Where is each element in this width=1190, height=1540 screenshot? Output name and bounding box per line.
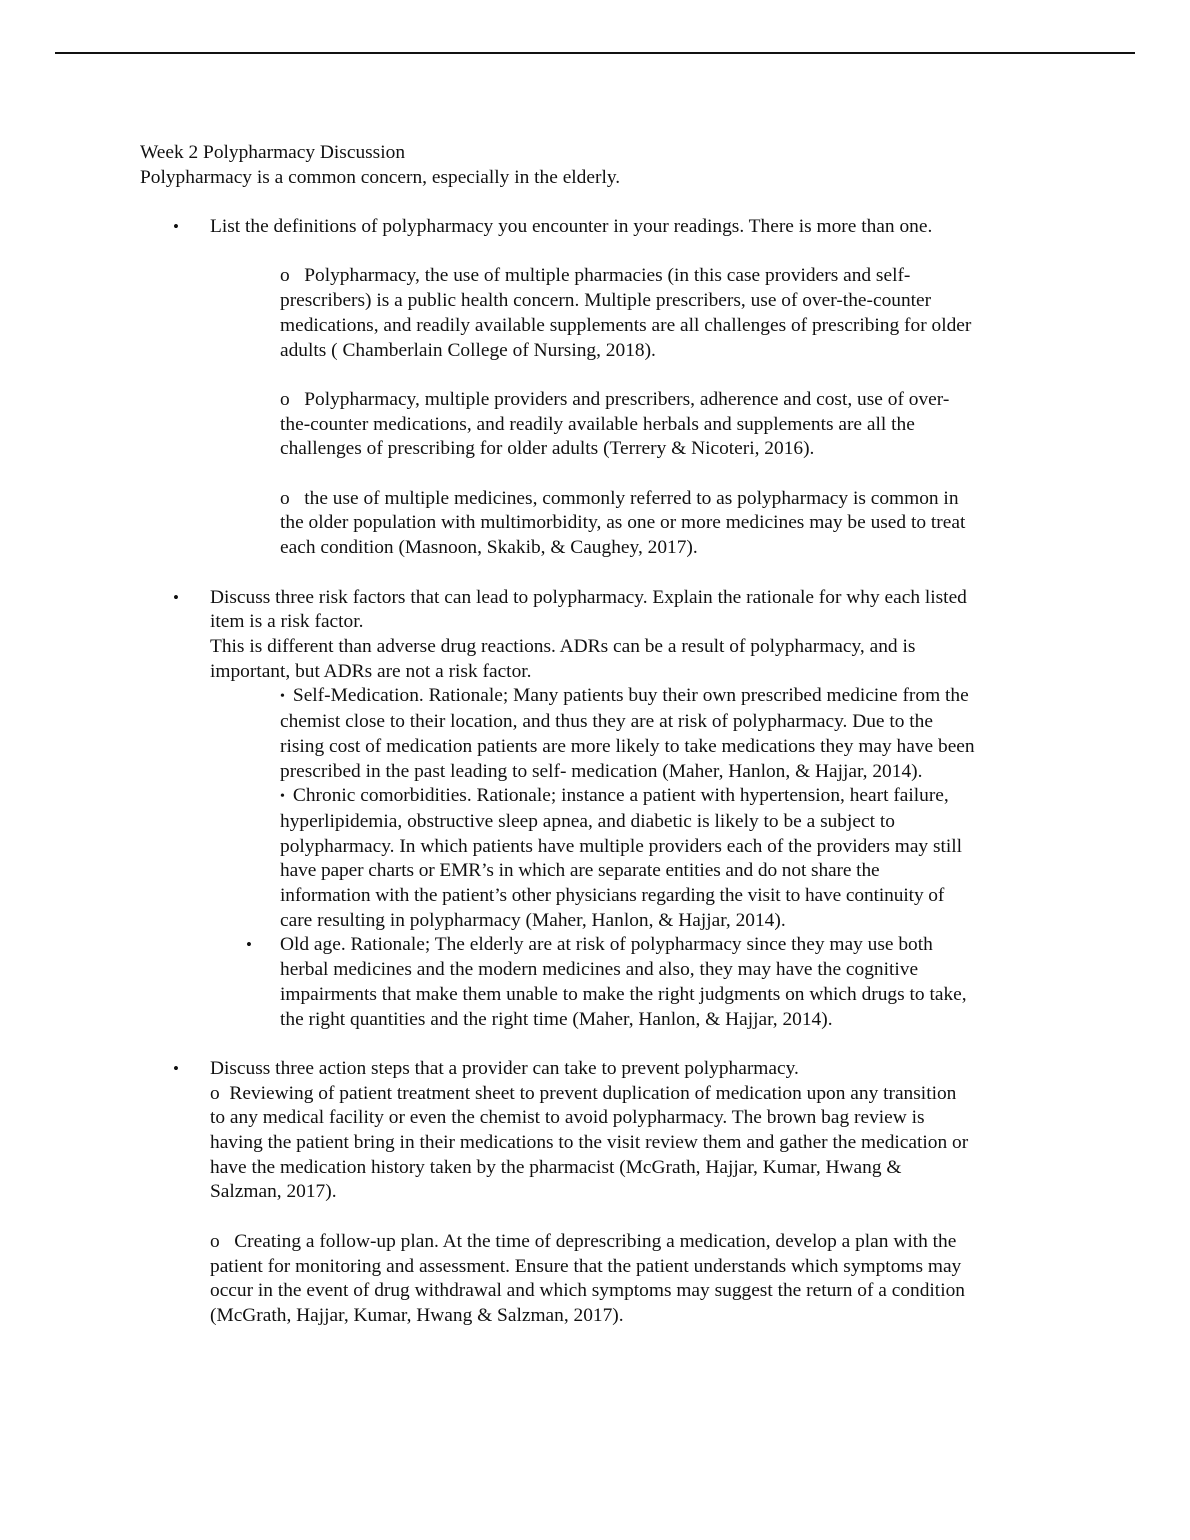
spacer <box>140 561 1060 586</box>
definition-line: challenges of prescribing for older adults (Terrery & Nicoteri, 2016). <box>280 438 815 460</box>
action-step-line: patient for monitoring and assessment. Ensure that the patient understands which symptoms may <box>210 1255 962 1277</box>
risk-factor-line: hyperlipidemia, obstructive sleep apnea, and diabetic is likely to be a subject to <box>280 810 895 832</box>
spacer <box>140 1032 1060 1057</box>
question-text: item is a risk factor. <box>210 611 364 633</box>
spacer <box>140 240 1060 265</box>
action-step-line: (McGrath, Hajjar, Kumar, Hwang & Salzman, 2017). <box>210 1304 624 1326</box>
definition-item <box>210 388 1060 462</box>
intro-text: Polypharmacy is a common concern, especially in the elderly. <box>140 166 621 188</box>
question-note: important, but ADRs are not a risk factor. <box>210 660 532 682</box>
action-step-line: have the medication history taken by the pharmacist (McGrath, Hajjar, Kumar, Hwang & <box>210 1156 902 1178</box>
question-note: This is different than adverse drug reactions. ADRs can be a result of polypharmacy, and is <box>210 635 916 657</box>
risk-factor-line: care resulting in polypharmacy (Maher, Hanlon, & Hajjar, 2014). <box>280 909 786 931</box>
risk-factor-line: information with the patient’s other physicians regarding the visit to have continuity of <box>280 885 945 907</box>
circle-marker: o <box>280 388 290 410</box>
definition-line: Polypharmacy, multiple providers and prescribers, adherence and cost, use of over- <box>304 388 950 410</box>
definition-line: the older population with multimorbidity, as one or more medicines may be used to treat <box>280 512 966 534</box>
risk-factor-line: Old age. Rationale; The elderly are at risk of polypharmacy since they may use both <box>280 934 933 956</box>
circle-marker: o <box>280 265 290 287</box>
risk-factor-line: polypharmacy. In which patients have multiple providers each of the providers may still <box>280 835 963 857</box>
risk-factor-line: prescribed in the past leading to self- medication (Maher, Hanlon, & Hajjar, 2014). <box>280 760 923 782</box>
header-rule <box>55 52 1135 54</box>
definition-line: prescribers) is a public health concern. Multiple prescribers, use of over-the-counter <box>280 290 932 312</box>
action-step-line: Salzman, 2017). <box>210 1181 337 1203</box>
definition-line: medications, and readily available supplements are all challenges of prescribing for older <box>280 314 972 336</box>
question-text: Discuss three action steps that a provider can take to prevent polypharmacy. <box>210 1057 799 1079</box>
bullet-marker: • <box>173 1058 179 1078</box>
risk-factor-line: Self-Medication. Rationale; Many patients buy their own prescribed medicine from the <box>292 685 969 707</box>
document-title: Week 2 Polypharmacy Discussion <box>140 142 406 163</box>
question-text: Discuss three risk factors that can lead to polypharmacy. Explain the rationale for why each listed <box>210 586 967 608</box>
definition-item <box>210 264 1060 363</box>
circle-marker: o <box>210 1082 220 1104</box>
action-step-line: occur in the event of drug withdrawal and which symptoms may suggest the return of a condition <box>210 1280 965 1302</box>
definition-line: each condition (Masnoon, Skakib, & Caughey, 2017). <box>280 537 698 559</box>
risk-factor-line: the right quantities and the right time (Maher, Hanlon, & Hajjar, 2014). <box>280 1008 833 1030</box>
question-risk-factors <box>140 586 1060 1033</box>
risk-factor-line: impairments that make them unable to make the right judgments on which drugs to take, <box>280 983 967 1005</box>
spacer <box>210 363 1060 388</box>
definition-line: the use of multiple medicines, commonly referred to as polypharmacy is common in <box>304 487 959 509</box>
action-step-line: having the patient bring in their medications to the visit review them and gather the medication or <box>210 1132 969 1154</box>
bullet-marker: • <box>246 935 252 955</box>
action-step-line: to any medical facility or even the chemist to avoid polypharmacy. The brown bag review is <box>210 1107 925 1129</box>
risk-factor-line: rising cost of medication patients are more likely to take medications they may have been <box>280 735 975 757</box>
bullet-marker: • <box>173 587 179 607</box>
risk-factor-line: chemist close to their location, and thus they are at risk of polypharmacy. Due to the <box>280 711 933 733</box>
circle-marker: o <box>210 1230 220 1252</box>
risk-factor-line: have paper charts or EMR’s in which are separate entities and do not share the <box>280 860 880 882</box>
risk-factor-item <box>210 684 1060 933</box>
definition-line: Polypharmacy, the use of multiple pharmacies (in this case providers and self- <box>304 265 911 287</box>
small-bullet-marker: • <box>280 689 285 705</box>
document-body <box>140 141 1060 1329</box>
definition-item <box>210 487 1060 561</box>
action-step-line: Creating a follow-up plan. At the time of deprescribing a medication, develop a plan with the <box>234 1230 957 1252</box>
risk-factor-item <box>210 933 1060 1032</box>
risk-factor-line: Chronic comorbidities. Rationale; instance a patient with hypertension, heart failure, <box>292 785 949 807</box>
risk-factor-line: herbal medicines and the modern medicines and also, they may have the cognitive <box>280 959 919 981</box>
definition-line: adults ( Chamberlain College of Nursing, 2018). <box>280 339 656 361</box>
definition-line: the-counter medications, and readily available herbals and supplements are all the <box>280 413 915 435</box>
question-text: List the definitions of polypharmacy you encounter in your readings. There is more than one. <box>210 216 933 238</box>
question-definitions <box>140 215 1060 240</box>
action-step-line: Reviewing of patient treatment sheet to prevent duplication of medication upon any transition <box>229 1082 957 1104</box>
spacer <box>210 1205 1060 1230</box>
question-action-steps <box>140 1057 1060 1329</box>
spacer <box>140 190 1060 215</box>
small-bullet-marker: • <box>280 789 285 805</box>
spacer <box>210 462 1060 487</box>
bullet-marker: • <box>173 217 179 237</box>
circle-marker: o <box>280 487 290 509</box>
definitions-list <box>140 264 1060 560</box>
